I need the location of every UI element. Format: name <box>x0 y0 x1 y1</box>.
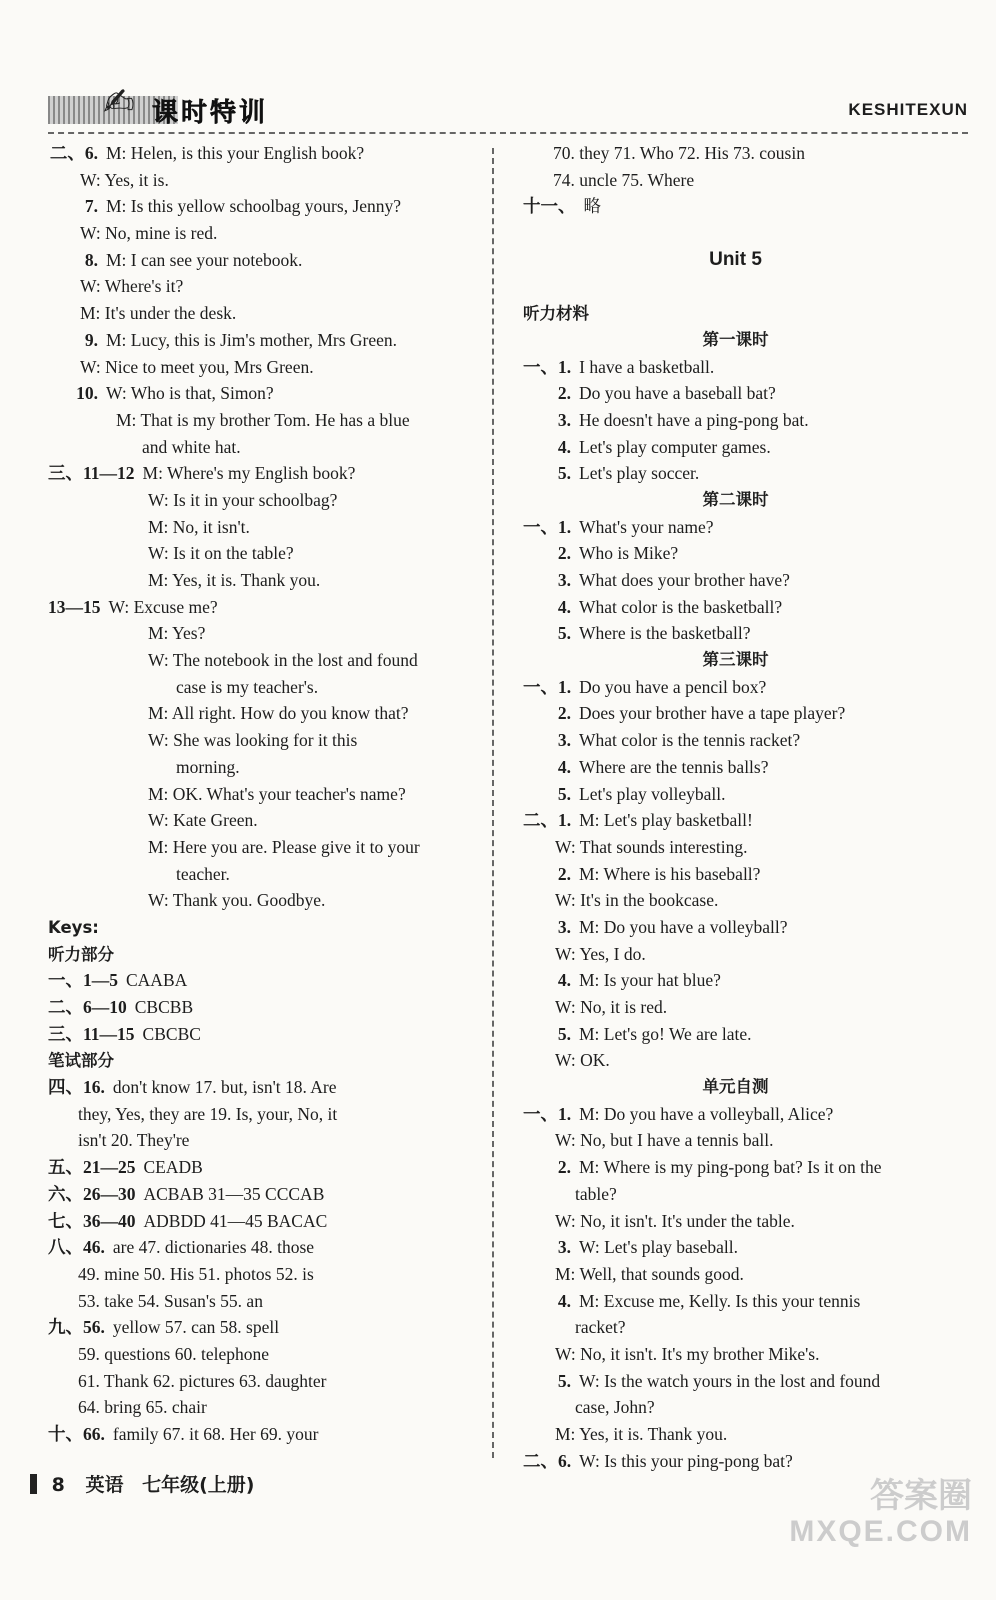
text-line <box>48 834 478 861</box>
right-column <box>523 140 948 1474</box>
continuation-line: W: The notebook in the lost and found <box>148 650 418 671</box>
text-line <box>48 1341 478 1368</box>
continuation-line: W: OK. <box>555 1050 610 1071</box>
item-text: M: Is your hat blue? <box>579 970 721 991</box>
item-number: 5. <box>557 1370 571 1391</box>
continuation-line: W: Yes, I do. <box>555 943 646 964</box>
item-text: M: Excuse me, Kelly. Is this your tennis <box>579 1290 861 1311</box>
text-line <box>48 540 478 567</box>
item-text: W: Is this your ping-pong bat? <box>579 1450 793 1471</box>
continuation-line: teacher. <box>176 863 230 884</box>
brand-text: KESHITEXUN <box>848 100 968 119</box>
text-line <box>523 407 948 434</box>
text-line <box>48 460 478 487</box>
text-line <box>523 140 948 167</box>
text-line <box>48 620 478 647</box>
item-number: 2. <box>557 703 571 724</box>
continuation-line: 74. uncle 75. Where <box>553 169 695 190</box>
item-text: W: Let's play baseball. <box>579 1237 738 1258</box>
text-line <box>523 220 948 247</box>
item-text: CEADB <box>143 1157 203 1178</box>
continuation-line: W: Thank you. Goodbye. <box>148 890 326 911</box>
item-number: 2. <box>557 863 571 884</box>
item-text: Let's play volleyball. <box>579 783 726 804</box>
text-line <box>48 941 478 968</box>
continuation-line: M: Yes, it is. Thank you. <box>555 1424 728 1444</box>
continuation-line: W: No, it isn't. It's my brother Mike's. <box>555 1343 820 1364</box>
item-number: 7. <box>84 196 98 217</box>
text-line <box>48 380 478 407</box>
item-text: What's your name? <box>579 516 714 537</box>
continuation-line: W: Is it on the table? <box>148 543 294 564</box>
text-line <box>523 487 948 514</box>
text-line <box>523 273 948 300</box>
item-text: Who is Mike? <box>579 543 679 564</box>
watermark-line1: 答案圈 <box>870 1477 972 1515</box>
continuation-line: W: No, it isn't. It's under the table. <box>555 1210 795 1231</box>
text-line <box>523 247 948 274</box>
continuation-line: M: It's under the desk. <box>80 303 237 324</box>
book-title: 课时特训 <box>152 98 269 128</box>
text-line <box>48 1314 478 1341</box>
text-line <box>48 487 478 514</box>
text-line <box>523 861 948 888</box>
item-text: ACBAB 31—35 CCCAB <box>143 1183 325 1204</box>
text-line <box>523 781 948 808</box>
text-line <box>523 300 948 327</box>
continuation-line: and white hat. <box>142 436 241 457</box>
item-text: M: Where is his baseball? <box>579 863 761 884</box>
item-number: 五、21—25 <box>48 1157 136 1178</box>
item-text: Do you have a baseball bat? <box>579 383 776 404</box>
text-line <box>523 727 948 754</box>
continuation-line: W: Nice to meet you, Mrs Green. <box>80 356 314 377</box>
item-number: 七、36—40 <box>48 1210 136 1231</box>
text-line <box>523 914 948 941</box>
lesson-heading: 第三课时 <box>702 650 769 670</box>
item-text: W: Who is that, Simon? <box>106 383 274 404</box>
continuation-line: table? <box>575 1183 617 1204</box>
item-text: CAABA <box>126 970 188 991</box>
item-number: 一、1. <box>523 356 572 377</box>
text-line <box>523 1421 948 1448</box>
section-heading: 笔试部分 <box>48 1051 114 1071</box>
continuation-line: M: No, it isn't. <box>148 516 250 537</box>
text-line <box>523 967 948 994</box>
item-number: 2. <box>557 543 571 564</box>
item-text: yellow 57. can 58. spell <box>112 1317 280 1338</box>
item-number: 3. <box>557 409 571 430</box>
section-heading: 听力部分 <box>48 944 114 964</box>
text-line <box>48 1101 478 1128</box>
continuation-line: W: Where's it? <box>80 276 184 297</box>
item-number: 4. <box>557 1290 571 1311</box>
text-line <box>48 327 478 354</box>
item-text: 略 <box>583 196 601 217</box>
text-line <box>523 700 948 727</box>
text-line <box>523 1448 948 1475</box>
page-number: 8 <box>51 1474 65 1496</box>
item-text: family 67. it 68. Her 69. your <box>112 1424 319 1444</box>
text-line <box>523 887 948 914</box>
text-line <box>48 1021 478 1048</box>
watermark-line2: MXQE.COM <box>789 1515 972 1548</box>
item-text: don't know 17. but, isn't 18. Are <box>112 1077 337 1098</box>
continuation-line: W: No, it is red. <box>555 997 668 1017</box>
item-number: 5. <box>557 623 571 644</box>
text-line <box>523 354 948 381</box>
item-text: M: Where is my ping-pong bat? Is it on the <box>579 1157 882 1178</box>
item-text: M: Where's my English book? <box>142 463 356 484</box>
text-line <box>48 647 478 674</box>
item-number: 9. <box>84 329 98 350</box>
item-number: 4. <box>557 970 571 991</box>
text-line <box>48 1368 478 1395</box>
text-line <box>48 1261 478 1288</box>
text-line <box>48 887 478 914</box>
continuation-line: racket? <box>575 1317 626 1338</box>
item-text: Where is the basketball? <box>579 623 751 644</box>
continuation-line: morning. <box>176 756 240 777</box>
text-line <box>48 700 478 727</box>
item-text: W: Excuse me? <box>108 596 218 617</box>
text-line <box>48 967 478 994</box>
item-number: 3. <box>557 916 571 937</box>
lesson-heading: 第二课时 <box>702 489 769 509</box>
continuation-line: 59. questions 60. telephone <box>78 1343 270 1364</box>
item-number: 二、6. <box>523 1450 572 1471</box>
item-number: 二、6—10 <box>48 997 127 1017</box>
item-number: 一、1—5 <box>48 970 118 991</box>
item-number: 二、6. <box>49 143 98 163</box>
footer-grade: 七年级(上册) <box>142 1474 255 1496</box>
item-number: 四、16. <box>48 1077 105 1098</box>
text-line <box>48 727 478 754</box>
text-line <box>523 193 948 220</box>
item-number: 5. <box>557 463 571 484</box>
footer-bar <box>30 1474 37 1494</box>
text-line <box>523 1341 948 1368</box>
lesson-heading: 单元自测 <box>702 1077 769 1097</box>
item-number: 二、1. <box>523 810 572 831</box>
text-line <box>48 354 478 381</box>
text-line <box>523 1261 948 1288</box>
text-line <box>523 1127 948 1154</box>
text-line <box>523 434 948 461</box>
item-number: 十、66. <box>48 1424 105 1444</box>
continuation-line: M: All right. How do you know that? <box>148 703 409 724</box>
text-line <box>523 674 948 701</box>
text-line <box>48 754 478 781</box>
continuation-line: 61. Thank 62. pictures 63. daughter <box>78 1370 327 1391</box>
continuation-line: M: Well, that sounds good. <box>555 1263 744 1284</box>
text-line <box>523 1181 948 1208</box>
item-text: I have a basketball. <box>579 356 715 377</box>
text-line <box>48 567 478 594</box>
item-number: 5. <box>557 1023 571 1044</box>
item-number: 5. <box>557 783 571 804</box>
item-number: 13—15 <box>48 596 101 617</box>
text-line <box>523 647 948 674</box>
text-line <box>48 220 478 247</box>
continuation-line: M: OK. What's your teacher's name? <box>148 783 406 804</box>
text-line <box>48 1074 478 1101</box>
item-text: M: Let's play basketball! <box>579 810 753 831</box>
section-heading: Keys: <box>48 917 99 937</box>
continuation-line: W: No, mine is red. <box>80 223 218 244</box>
item-text: CBCBB <box>134 997 194 1017</box>
item-text: Does your brother have a tape player? <box>579 703 846 724</box>
text-line <box>48 994 478 1021</box>
item-text: M: Is this yellow schoolbag yours, Jenny? <box>106 196 402 217</box>
item-number: 4. <box>557 756 571 777</box>
page-footer <box>30 1470 255 1497</box>
text-line <box>523 620 948 647</box>
text-line <box>523 1101 948 1128</box>
text-line <box>48 247 478 274</box>
text-line <box>48 1234 478 1261</box>
continuation-line: W: Kate Green. <box>148 810 258 831</box>
text-line <box>48 1288 478 1315</box>
footer-subject: 英语 <box>85 1474 124 1496</box>
item-text: M: Do you have a volleyball? <box>579 916 788 937</box>
continuation-line: W: That sounds interesting. <box>555 836 748 857</box>
text-line <box>523 1394 948 1421</box>
continuation-line: 64. bring 65. chair <box>78 1397 207 1418</box>
continuation-line: M: Yes, it is. Thank you. <box>148 570 321 590</box>
item-text: M: I can see your notebook. <box>106 249 303 270</box>
continuation-line: M: That is my brother Tom. He has a blue <box>116 409 410 430</box>
text-line <box>523 1208 948 1235</box>
text-line <box>523 327 948 354</box>
text-line <box>523 1021 948 1048</box>
item-number: 8. <box>84 249 98 270</box>
item-text: are 47. dictionaries 48. those <box>112 1237 315 1258</box>
continuation-line: isn't 20. They're <box>78 1130 190 1151</box>
continuation-line: case, John? <box>575 1397 655 1418</box>
item-number: 2. <box>557 1157 571 1178</box>
item-text: W: Is the watch yours in the lost and found <box>579 1370 881 1391</box>
continuation-line: W: Yes, it is. <box>80 169 169 190</box>
text-line <box>48 140 478 167</box>
pen-icon: ✍ <box>103 80 135 124</box>
item-text: Do you have a pencil box? <box>579 676 767 697</box>
text-line <box>48 807 478 834</box>
continuation-line: M: Yes? <box>148 623 206 644</box>
text-line <box>48 1047 478 1074</box>
item-number: 一、1. <box>523 1103 572 1124</box>
text-line <box>523 807 948 834</box>
text-line <box>48 594 478 621</box>
text-line <box>48 1181 478 1208</box>
text-line <box>523 754 948 781</box>
text-line <box>523 514 948 541</box>
item-text: Let's play computer games. <box>579 436 771 457</box>
continuation-line: 70. they 71. Who 72. His 73. cousin <box>553 143 805 163</box>
item-text: M: Do you have a volleyball, Alice? <box>579 1103 834 1124</box>
item-number: 4. <box>557 436 571 457</box>
section-heading: 听力材料 <box>523 304 589 324</box>
text-line <box>48 167 478 194</box>
text-line <box>48 1208 478 1235</box>
text-line <box>523 1368 948 1395</box>
text-line <box>48 1421 478 1448</box>
item-number: 十一、 <box>523 196 576 217</box>
item-number: 3. <box>557 730 571 751</box>
item-text: M: Helen, is this your English book? <box>106 143 365 163</box>
text-line <box>48 434 478 461</box>
continuation-line: case is my teacher's. <box>176 676 319 697</box>
text-line <box>523 941 948 968</box>
text-line <box>48 273 478 300</box>
text-line <box>48 1154 478 1181</box>
text-line <box>48 674 478 701</box>
text-line <box>523 540 948 567</box>
continuation-line: W: It's in the bookcase. <box>555 890 719 911</box>
item-number: 10. <box>76 383 98 404</box>
item-text: What color is the tennis racket? <box>579 730 801 751</box>
item-text: What does your brother have? <box>579 570 790 590</box>
text-line <box>523 1234 948 1261</box>
text-line <box>523 460 948 487</box>
item-text: M: Lucy, this is Jim's mother, Mrs Green. <box>106 329 398 350</box>
text-line <box>48 407 478 434</box>
text-line <box>523 1154 948 1181</box>
item-text: M: Let's go! We are late. <box>579 1023 752 1044</box>
item-number: 3. <box>557 1237 571 1258</box>
item-text: Where are the tennis balls? <box>579 756 769 777</box>
text-line <box>48 781 478 808</box>
item-number: 八、46. <box>48 1237 105 1258</box>
text-line <box>48 514 478 541</box>
text-line <box>523 380 948 407</box>
text-line <box>48 914 478 941</box>
item-number: 2. <box>557 383 571 404</box>
item-number: 九、56. <box>48 1317 105 1338</box>
text-line <box>523 1047 948 1074</box>
left-column <box>48 140 478 1448</box>
item-number: 一、1. <box>523 516 572 537</box>
continuation-line: they, Yes, they are 19. Is, your, No, it <box>78 1103 338 1124</box>
item-number: 三、11—15 <box>48 1023 135 1044</box>
text-line <box>48 193 478 220</box>
text-line <box>523 594 948 621</box>
text-line <box>523 1288 948 1315</box>
page-header <box>0 0 996 150</box>
continuation-line: W: She was looking for it this <box>148 730 358 751</box>
item-number: 一、1. <box>523 676 572 697</box>
item-number: 六、26—30 <box>48 1183 136 1204</box>
text-line <box>523 1314 948 1341</box>
item-number: 4. <box>557 596 571 617</box>
continuation-line: 49. mine 50. His 51. photos 52. is <box>78 1263 314 1284</box>
text-line <box>48 1127 478 1154</box>
text-line <box>523 994 948 1021</box>
unit-title: Unit 5 <box>709 248 762 270</box>
lesson-heading: 第一课时 <box>702 329 769 349</box>
item-text: Let's play soccer. <box>579 463 700 484</box>
item-number: 3. <box>557 570 571 590</box>
text-line <box>48 300 478 327</box>
header-divider <box>48 132 968 134</box>
continuation-line: W: No, but I have a tennis ball. <box>555 1130 774 1151</box>
text-line <box>48 861 478 888</box>
item-number: 三、11—12 <box>48 463 135 484</box>
text-line <box>523 567 948 594</box>
item-text: He doesn't have a ping-pong bat. <box>579 409 809 430</box>
continuation-line: M: Here you are. Please give it to your <box>148 836 420 857</box>
item-text: CBCBC <box>142 1023 201 1044</box>
text-line <box>48 1394 478 1421</box>
continuation-line: 53. take 54. Susan's 55. an <box>78 1290 263 1311</box>
text-line <box>523 1074 948 1101</box>
continuation-line: W: Is it in your schoolbag? <box>148 489 338 510</box>
item-text: What color is the basketball? <box>579 596 783 617</box>
column-divider <box>492 148 494 1458</box>
text-line <box>523 834 948 861</box>
text-line <box>523 167 948 194</box>
watermark-logo <box>789 1478 972 1550</box>
item-text: ADBDD 41—45 BACAC <box>143 1210 328 1231</box>
